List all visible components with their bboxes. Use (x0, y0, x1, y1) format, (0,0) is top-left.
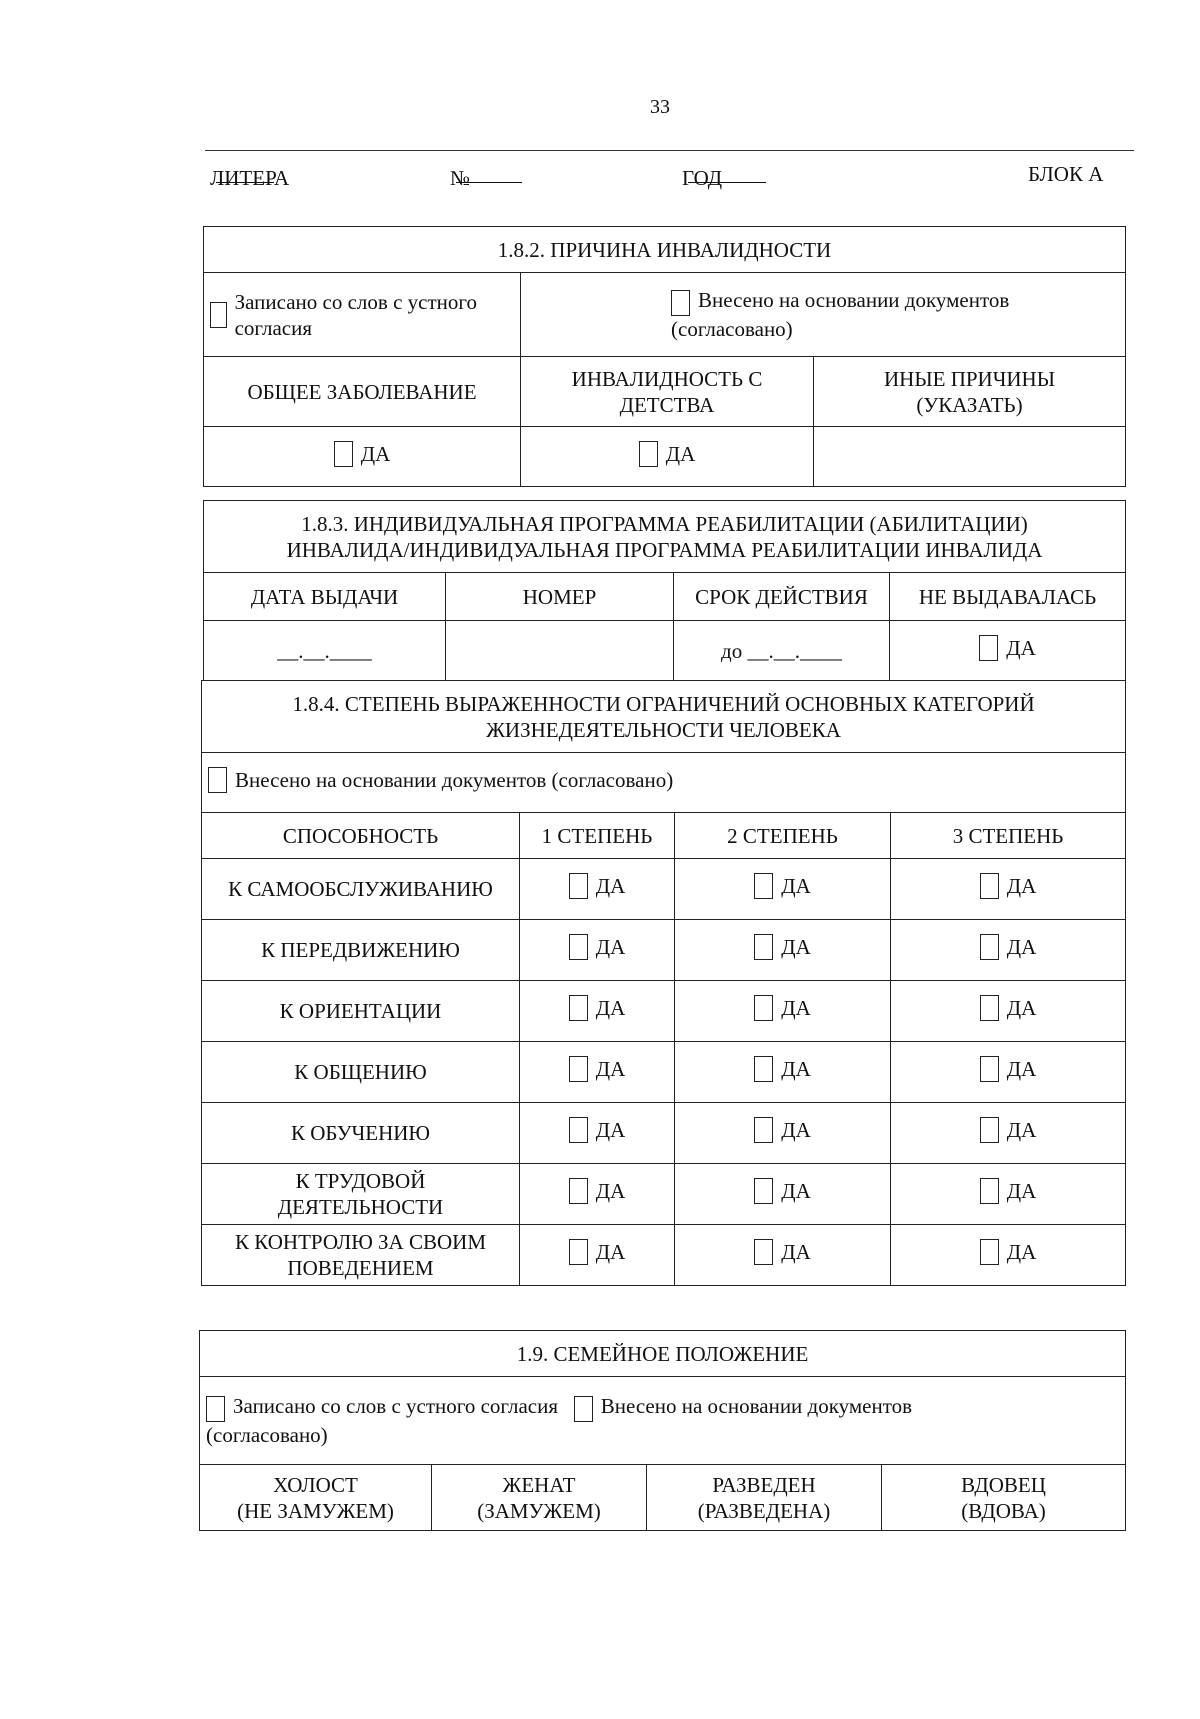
section-title: 1.8.2. ПРИЧИНА ИНВАЛИДНОСТИ (204, 227, 1126, 273)
number-blank[interactable] (456, 166, 522, 183)
col-validity: СРОК ДЕЙСТВИЯ (674, 573, 890, 621)
col-ability: СПОСОБНОСТЬ (202, 813, 520, 859)
degree-2-yes[interactable]: ДА (675, 920, 891, 981)
col-number: НОМЕР (446, 573, 674, 621)
checkbox-degree-2[interactable] (754, 873, 773, 899)
checkbox-degree-3[interactable] (980, 1117, 999, 1143)
section-1-9 (199, 1330, 1126, 1531)
ability-label: К САМООБСЛУЖИВАНИЮ (202, 859, 520, 920)
degree-2-yes[interactable]: ДА (675, 1225, 891, 1286)
checkbox-degree-1[interactable] (569, 1117, 588, 1143)
ability-label: К КОНТРОЛЮ ЗА СВОИМ ПОВЕДЕНИЕМ (202, 1225, 520, 1286)
option-oral-label: Записано со слов с устного согласия (234, 289, 477, 340)
checkbox-degree-3[interactable] (980, 934, 999, 960)
checkbox-oral[interactable] (206, 1396, 225, 1422)
ability-label: К ОРИЕНТАЦИИ (202, 981, 520, 1042)
status-widowed[interactable]: ВДОВЕЦ (ВДОВА) (882, 1465, 1126, 1531)
checkbox-degree-1[interactable] (569, 995, 588, 1021)
checkbox-degree-3[interactable] (980, 1239, 999, 1265)
degree-3-yes[interactable]: ДА (891, 1225, 1126, 1286)
degree-3-yes[interactable]: ДА (891, 981, 1126, 1042)
degree-3-yes[interactable]: ДА (891, 1164, 1126, 1225)
status-divorced[interactable]: РАЗВЕДЕН (РАЗВЕДЕНА) (647, 1465, 882, 1531)
degree-2-yes[interactable]: ДА (675, 859, 891, 920)
status-married[interactable]: ЖЕНАТ (ЗАМУЖЕМ) (432, 1465, 647, 1531)
litera-blank[interactable] (216, 166, 274, 183)
ability-row (202, 1164, 1126, 1225)
checkbox-docs[interactable] (574, 1396, 593, 1422)
degree-3-yes[interactable]: ДА (891, 1042, 1126, 1103)
ability-rows (202, 859, 1126, 1286)
option-docs[interactable]: Внесено на основании документов (согласовано) (202, 753, 1126, 813)
checkbox-docs[interactable] (208, 767, 227, 793)
checkbox-degree-3[interactable] (980, 873, 999, 899)
section-title: 1.8.4. СТЕПЕНЬ ВЫРАЖЕННОСТИ ОГРАНИЧЕНИЙ ОСНОВНЫХ КАТЕГОРИЙ ЖИЗНЕДЕЯТЕЛЬНОСТИ ЧЕЛОВЕКА (202, 681, 1126, 753)
degree-1-yes[interactable]: ДА (520, 859, 675, 920)
col-not-issued: НЕ ВЫДАВАЛАСЬ (890, 573, 1126, 621)
degree-1-yes[interactable]: ДА (520, 1164, 675, 1225)
section-title: 1.8.3. ИНДИВИДУАЛЬНАЯ ПРОГРАММА РЕАБИЛИТАЦИИ (АБИЛИТАЦИИ) ИНВАЛИДА/ИНДИВИДУАЛЬНАЯ ПРОГРАММА РЕАБИЛИТАЦИИ ИНВАЛИДА (204, 501, 1126, 573)
ability-label: К ПЕРЕДВИЖЕНИЮ (202, 920, 520, 981)
general-yes[interactable]: ДА (204, 427, 521, 487)
option-docs-tail: (согласовано) (206, 1422, 328, 1447)
option-docs[interactable] (521, 273, 1126, 357)
not-issued-yes[interactable]: ДА (890, 621, 1126, 681)
section-title: 1.9. СЕМЕЙНОЕ ПОЛОЖЕНИЕ (200, 1331, 1126, 1377)
ability-row (202, 1103, 1126, 1164)
checkbox-degree-2[interactable] (754, 995, 773, 1021)
checkbox-oral[interactable] (210, 302, 227, 328)
checkbox-degree-2[interactable] (754, 1117, 773, 1143)
checkbox-general[interactable] (334, 441, 353, 467)
validity-input[interactable]: до __.__.____ (674, 621, 890, 681)
col-general-disease: ОБЩЕЕ ЗАБОЛЕВАНИЕ (204, 357, 521, 427)
degree-2-yes[interactable]: ДА (675, 1103, 891, 1164)
checkbox-childhood[interactable] (639, 441, 658, 467)
checkbox-degree-2[interactable] (754, 1178, 773, 1204)
section-1-8-3 (203, 500, 1126, 681)
ability-label: К ОБУЧЕНИЮ (202, 1103, 520, 1164)
col-degree-2: 2 СТЕПЕНЬ (675, 813, 891, 859)
checkbox-not-issued[interactable] (979, 635, 998, 661)
issue-date-input[interactable]: __.__.____ (204, 621, 446, 681)
status-single[interactable]: ХОЛОСТ (НЕ ЗАМУЖЕМ) (200, 1465, 432, 1531)
page-number: 33 (650, 96, 670, 118)
childhood-yes[interactable]: ДА (521, 427, 814, 487)
degree-1-yes[interactable]: ДА (520, 1225, 675, 1286)
litera-label: ЛИТЕРА (210, 166, 290, 190)
ability-row (202, 1225, 1126, 1286)
ability-row (202, 1042, 1126, 1103)
degree-3-yes[interactable]: ДА (891, 859, 1126, 920)
degree-1-yes[interactable]: ДА (520, 981, 675, 1042)
col-childhood: ИНВАЛИДНОСТЬ С ДЕТСТВА (521, 357, 814, 427)
degree-3-yes[interactable]: ДА (891, 1103, 1126, 1164)
ability-label: К ТРУДОВОЙ ДЕЯТЕЛЬНОСТИ (202, 1164, 520, 1225)
checkbox-degree-1[interactable] (569, 1178, 588, 1204)
degree-1-yes[interactable]: ДА (520, 1042, 675, 1103)
checkbox-degree-2[interactable] (754, 1056, 773, 1082)
number-input[interactable] (446, 621, 674, 681)
degree-2-yes[interactable]: ДА (675, 1164, 891, 1225)
option-oral-label: Записано со слов с устного согласия (233, 1394, 558, 1419)
year-label: ГОД (682, 166, 723, 190)
section-1-8-4 (201, 680, 1126, 1286)
col-degree-3: 3 СТЕПЕНЬ (891, 813, 1126, 859)
checkbox-degree-2[interactable] (754, 1239, 773, 1265)
option-docs-label: Внесено на основании документов (согласовано) (671, 288, 1010, 341)
col-other-reasons: ИНЫЕ ПРИЧИНЫ (УКАЗАТЬ) (814, 357, 1126, 427)
col-degree-1: 1 СТЕПЕНЬ (520, 813, 675, 859)
block-label: БЛОК А (1028, 162, 1104, 186)
number-label: № (450, 166, 471, 190)
checkbox-degree-2[interactable] (754, 934, 773, 960)
checkbox-docs[interactable] (671, 290, 690, 316)
ability-row (202, 920, 1126, 981)
other-reasons-input[interactable] (814, 427, 1126, 487)
checkbox-degree-3[interactable] (980, 995, 999, 1021)
degree-2-yes[interactable]: ДА (675, 1042, 891, 1103)
checkbox-degree-1[interactable] (569, 1239, 588, 1265)
degree-1-yes[interactable]: ДА (520, 1103, 675, 1164)
ability-row (202, 859, 1126, 920)
form-header (210, 158, 1130, 190)
checkbox-degree-3[interactable] (980, 1056, 999, 1082)
year-blank[interactable] (688, 166, 766, 183)
ability-label: К ОБЩЕНИЮ (202, 1042, 520, 1103)
degree-2-yes[interactable]: ДА (675, 981, 891, 1042)
option-docs-label: Внесено на основании документов (600, 1394, 913, 1419)
checkbox-degree-1[interactable] (569, 873, 588, 899)
checkbox-degree-1[interactable] (569, 934, 588, 960)
section-1-8-2 (203, 226, 1126, 487)
checkbox-degree-3[interactable] (980, 1178, 999, 1204)
degree-1-yes[interactable]: ДА (520, 920, 675, 981)
col-issue-date: ДАТА ВЫДАЧИ (204, 573, 446, 621)
option-oral[interactable] (204, 273, 521, 357)
degree-3-yes[interactable]: ДА (891, 920, 1126, 981)
ability-row (202, 981, 1126, 1042)
header-rule (205, 150, 1134, 151)
checkbox-degree-1[interactable] (569, 1056, 588, 1082)
marital-source-options (200, 1377, 1126, 1465)
